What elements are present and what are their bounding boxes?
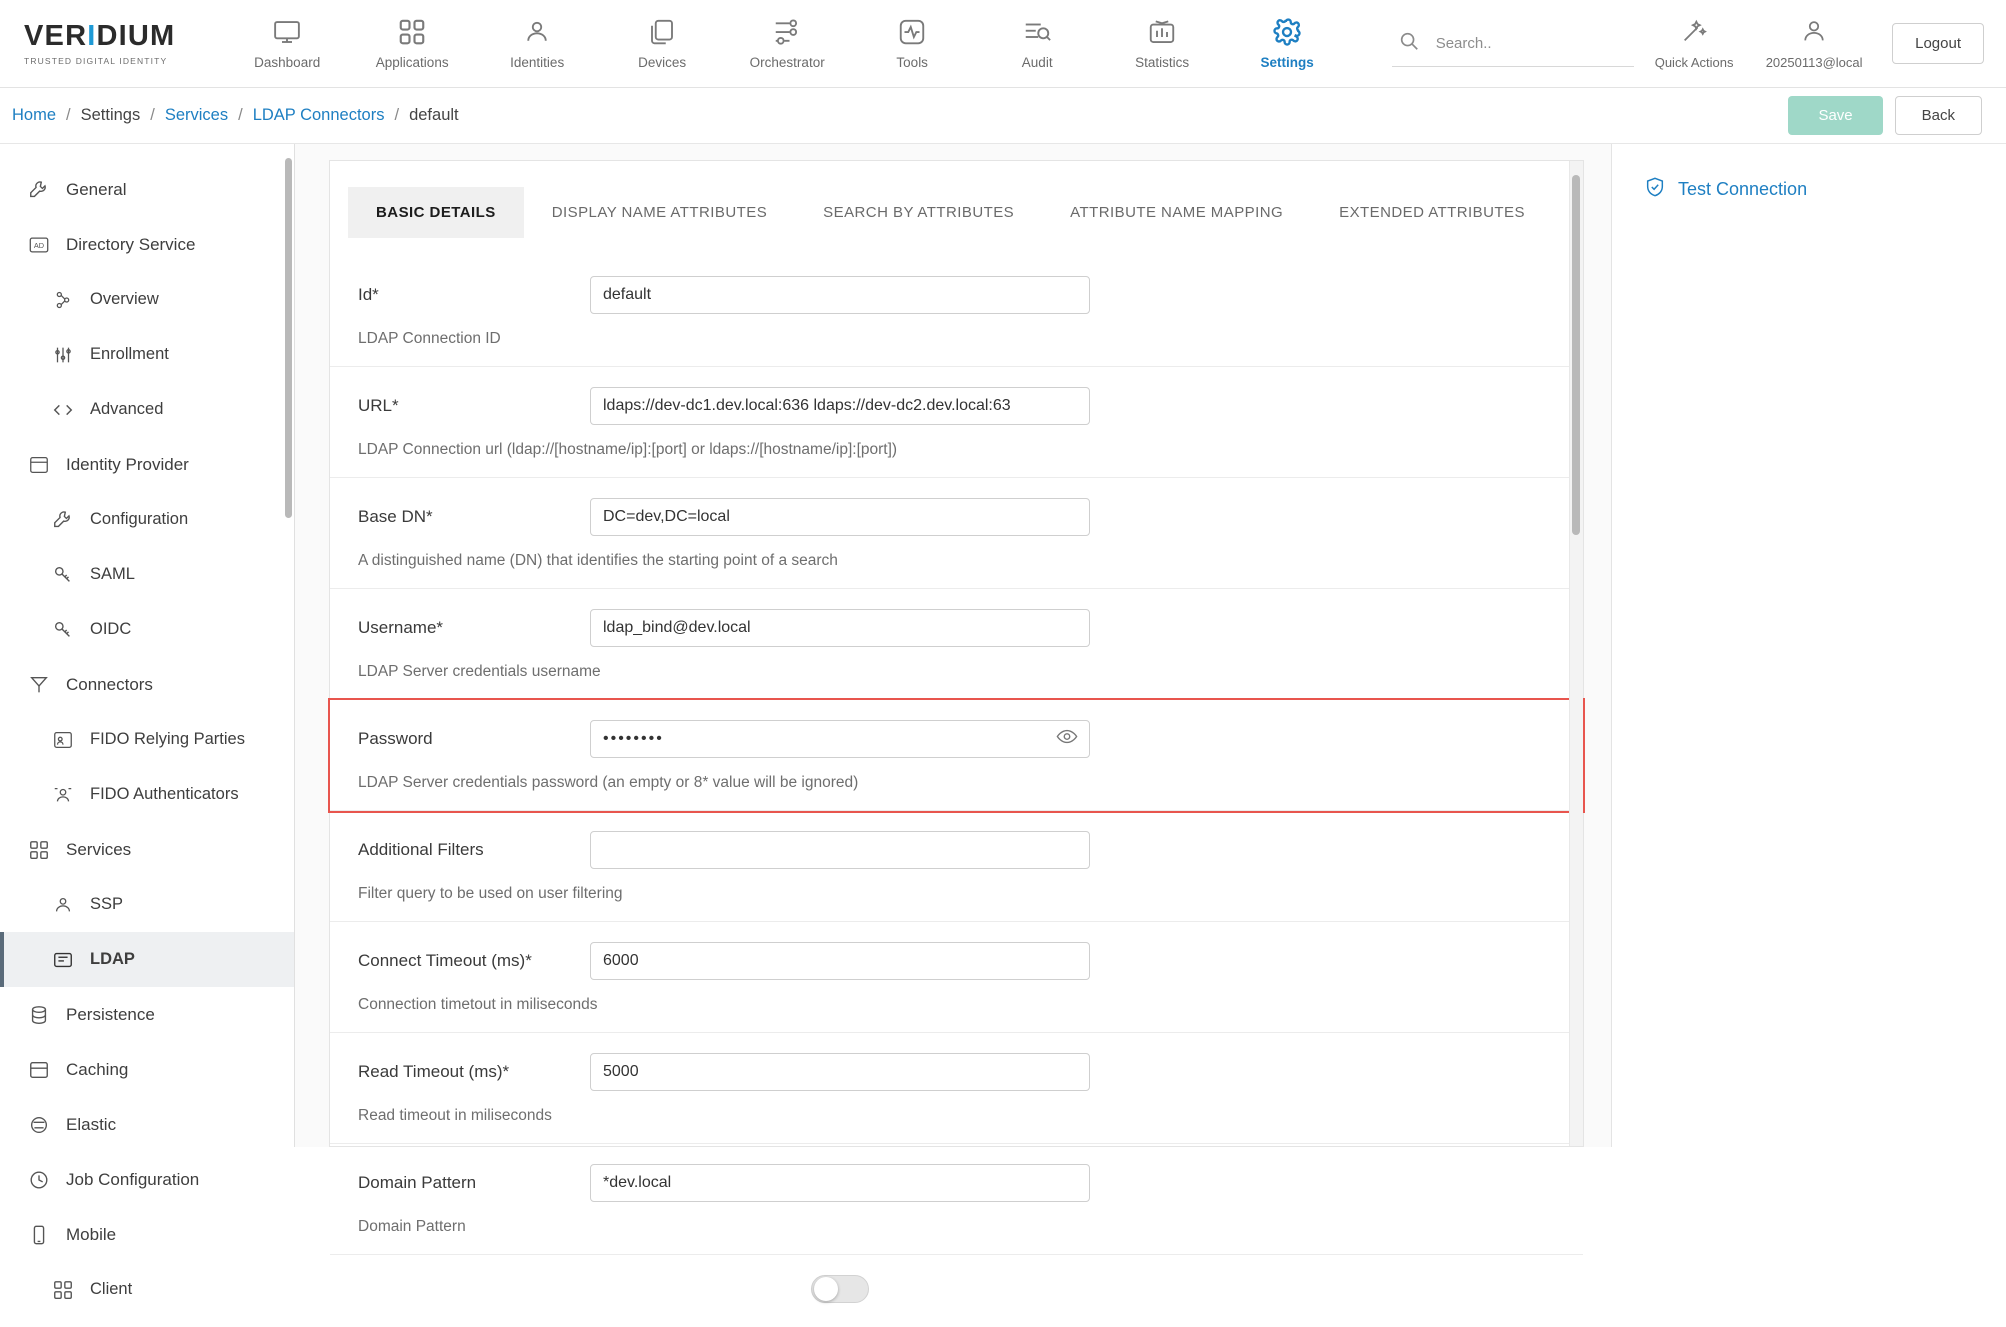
tab-search-by-attributes[interactable]: SEARCH BY ATTRIBUTES bbox=[823, 204, 1015, 221]
field-password-description: LDAP Server credentials password (an empty or 8* value will be ignored) bbox=[358, 774, 859, 791]
top-navigation-bar bbox=[0, 0, 2006, 88]
password-input-wrapper bbox=[590, 720, 1090, 758]
sidebar-item-identity-provider[interactable] bbox=[0, 437, 294, 492]
sidebar-item-label: FIDO Authenticators bbox=[90, 785, 239, 803]
tab-display-name-attributes[interactable]: DISPLAY NAME ATTRIBUTES bbox=[551, 204, 768, 221]
sidebar-list bbox=[0, 144, 294, 1327]
nav-label: Identities bbox=[510, 55, 565, 70]
flow-icon bbox=[772, 17, 802, 47]
overview-icon bbox=[52, 289, 74, 311]
sidebar-item-mobile[interactable] bbox=[0, 1207, 294, 1262]
field-read-timeout-label: Read Timeout (ms)* bbox=[358, 1062, 510, 1081]
form-scrollbar[interactable] bbox=[1572, 175, 1580, 535]
ad-icon bbox=[28, 234, 50, 256]
brand-logo bbox=[14, 19, 195, 66]
breadcrumb bbox=[12, 106, 459, 125]
user-avatar-icon bbox=[1800, 17, 1828, 48]
nav-item-audit[interactable] bbox=[975, 0, 1100, 87]
sidebar-item-oidc[interactable] bbox=[0, 602, 294, 657]
connector-icon bbox=[28, 674, 50, 696]
sidebar-item-label: Connectors bbox=[66, 674, 153, 694]
field-read-timeout bbox=[330, 1033, 1583, 1144]
field-url-label: URL* bbox=[358, 396, 399, 415]
sidebar-item-label: Configuration bbox=[90, 510, 189, 528]
password-input[interactable] bbox=[590, 720, 1090, 758]
ldap-icon bbox=[52, 949, 74, 971]
url-input[interactable] bbox=[590, 387, 1090, 425]
page-body bbox=[0, 144, 2006, 1298]
sidebar-item-label: FIDO Relying Parties bbox=[90, 730, 245, 748]
sidebar-item-label: Overview bbox=[90, 290, 159, 308]
user-menu[interactable] bbox=[1754, 0, 1874, 87]
quick-actions-button[interactable] bbox=[1634, 0, 1754, 87]
sidebar-item-label: OIDC bbox=[90, 620, 132, 638]
sidebar-item-label: General bbox=[66, 179, 127, 199]
code-icon bbox=[52, 399, 74, 421]
sidebar-item-configuration[interactable] bbox=[0, 492, 294, 547]
username-input[interactable] bbox=[590, 609, 1090, 647]
nav-item-dashboard[interactable] bbox=[225, 0, 350, 87]
sidebar-item-label: Client bbox=[90, 1280, 133, 1298]
field-id-description: LDAP Connection ID bbox=[358, 330, 501, 347]
global-search[interactable] bbox=[1392, 21, 1634, 67]
brand-name-part1: VER bbox=[24, 19, 88, 52]
tab-basic-details[interactable]: BASIC DETAILS bbox=[348, 187, 524, 238]
sidebar-item-caching[interactable] bbox=[0, 1042, 294, 1097]
nav-item-applications[interactable] bbox=[350, 0, 475, 87]
breadcrumb-item-ldap-connectors[interactable]: LDAP Connectors bbox=[252, 106, 385, 124]
settings-sidebar bbox=[0, 144, 295, 1298]
wrench-icon bbox=[28, 179, 50, 201]
field-base-dn-label: Base DN* bbox=[358, 507, 433, 526]
field-password-label: Password bbox=[358, 729, 433, 748]
database-icon bbox=[28, 1004, 50, 1026]
base-dn-input[interactable] bbox=[590, 498, 1090, 536]
user-label: 20250113@local bbox=[1765, 55, 1863, 70]
content-area bbox=[295, 144, 2006, 1235]
nav-label: Devices bbox=[638, 55, 687, 70]
field-connect-timeout-description: Connection timetout in miliseconds bbox=[358, 996, 598, 1013]
field-domain-pattern-description: Domain Pattern bbox=[358, 1218, 466, 1235]
sidebar-item-client[interactable] bbox=[0, 1262, 294, 1317]
sidebar-item-label: SSP bbox=[90, 895, 124, 913]
breadcrumb-separator: / bbox=[66, 106, 71, 124]
ssp-icon bbox=[52, 894, 74, 916]
cache-icon bbox=[28, 1059, 50, 1081]
field-id bbox=[330, 256, 1583, 367]
nav-label: Orchestrator bbox=[749, 55, 825, 70]
sidebar-item-ldap[interactable] bbox=[0, 932, 294, 987]
shield-check-icon bbox=[1644, 176, 1666, 203]
sidebar-item-saml[interactable] bbox=[0, 547, 294, 602]
bar-chart-icon bbox=[1147, 17, 1177, 47]
mobile-icon bbox=[28, 1224, 50, 1246]
save-button[interactable]: Save bbox=[1788, 96, 1882, 135]
nav-label: Statistics bbox=[1135, 55, 1190, 70]
sidebar-item-overview[interactable] bbox=[0, 272, 294, 327]
field-domain-pattern-label: Domain Pattern bbox=[358, 1173, 477, 1192]
nav-label: Dashboard bbox=[254, 55, 321, 70]
sidebar-item-general[interactable] bbox=[0, 162, 294, 217]
id-input[interactable] bbox=[590, 276, 1090, 314]
sidebar-item-job-configuration[interactable] bbox=[0, 1152, 294, 1207]
toggle-switch[interactable] bbox=[811, 1275, 869, 1303]
key-icon bbox=[52, 564, 74, 586]
sidebar-item-label: Advanced bbox=[90, 400, 164, 418]
domain-pattern-input[interactable] bbox=[590, 1164, 1090, 1202]
sidebar-item-label: Persistence bbox=[66, 1004, 155, 1024]
apps-grid-icon bbox=[397, 17, 427, 47]
field-connect-timeout bbox=[330, 922, 1583, 1033]
sidebar-scrollbar[interactable] bbox=[285, 158, 292, 518]
elastic-icon bbox=[28, 1114, 50, 1136]
sidebar-item-services[interactable] bbox=[0, 822, 294, 877]
field-additional-filters bbox=[330, 811, 1583, 922]
brand-name-part2: DIUM bbox=[96, 19, 176, 52]
form-tabs bbox=[330, 161, 1583, 238]
field-toggle-partial bbox=[330, 1255, 1583, 1321]
test-connection-label: Test Connection bbox=[1678, 179, 1808, 199]
sidebar-item-label: Mobile bbox=[66, 1224, 117, 1244]
basic-details-fields bbox=[330, 238, 1583, 1321]
breadcrumb-separator: / bbox=[150, 106, 155, 124]
services-grid-icon bbox=[28, 839, 50, 861]
sidebar-item-label: LDAP bbox=[90, 950, 135, 968]
svg-text:AD: AD bbox=[33, 240, 45, 250]
nav-item-settings[interactable] bbox=[1225, 0, 1350, 87]
wrench-icon bbox=[52, 509, 74, 531]
brand-name-accent: I bbox=[87, 19, 97, 52]
tab-attribute-name-mapping[interactable]: ATTRIBUTE NAME MAPPING bbox=[1070, 204, 1284, 221]
right-rail bbox=[1611, 144, 2006, 1147]
idp-icon bbox=[28, 454, 50, 476]
sidebar-item-directory-service[interactable] bbox=[0, 217, 294, 272]
sidebar-item-fido-authenticators[interactable] bbox=[0, 767, 294, 822]
breadcrumb-item-services[interactable]: Services bbox=[164, 106, 229, 124]
magic-wand-icon bbox=[1680, 17, 1708, 48]
monitor-icon bbox=[272, 17, 302, 47]
field-base-dn-description: A distinguished name (DN) that identifies the starting point of a search bbox=[358, 552, 838, 569]
sidebar-item-label: Identity Provider bbox=[66, 454, 189, 474]
fido-auth-icon bbox=[52, 784, 74, 806]
breadcrumb-item-default: default bbox=[409, 106, 459, 124]
search-input[interactable] bbox=[1434, 34, 1628, 53]
sidebar-item-elastic[interactable] bbox=[0, 1097, 294, 1152]
back-button[interactable]: Back bbox=[1895, 96, 1982, 135]
ldap-connector-form-panel bbox=[329, 160, 1584, 1235]
sidebar-item-label: Elastic bbox=[66, 1114, 117, 1134]
field-url bbox=[330, 367, 1583, 478]
field-domain-pattern bbox=[330, 1144, 1583, 1255]
sidebar-item-ssp[interactable] bbox=[0, 877, 294, 932]
sidebar-item-label: Services bbox=[66, 839, 132, 859]
breadcrumb-separator: / bbox=[238, 106, 243, 124]
tab-extended-attributes[interactable]: EXTENDED ATTRIBUTES bbox=[1339, 204, 1525, 221]
sidebar-item-label: Caching bbox=[66, 1059, 129, 1079]
sidebar-item-advanced[interactable] bbox=[0, 382, 294, 437]
fido-rp-icon bbox=[52, 729, 74, 751]
logout-button[interactable]: Logout bbox=[1892, 23, 1984, 64]
additional-filters-input[interactable] bbox=[590, 831, 1090, 869]
field-username-label: Username* bbox=[358, 618, 444, 637]
nav-label: Settings bbox=[1260, 55, 1314, 70]
brand-tagline: TRUSTED DIGITAL IDENTITY bbox=[24, 55, 168, 66]
sidebar-item-label: Directory Service bbox=[66, 234, 196, 254]
field-password bbox=[330, 700, 1583, 811]
breadcrumb-separator: / bbox=[394, 106, 400, 124]
nav-label: Audit bbox=[1021, 55, 1053, 70]
sidebar-item-label: Job Configuration bbox=[66, 1169, 200, 1189]
field-base-dn bbox=[330, 478, 1583, 589]
connect-timeout-input[interactable] bbox=[590, 942, 1090, 980]
field-url-description: LDAP Connection url (ldap://[hostname/ip]:[port] or ldaps://[hostname/ip]:[port]) bbox=[358, 441, 898, 458]
field-additional-filters-description: Filter query to be used on user filtering bbox=[358, 885, 623, 902]
nav-item-devices[interactable] bbox=[600, 0, 725, 87]
clock-icon bbox=[28, 1169, 50, 1191]
breadcrumb-item-settings[interactable]: Settings bbox=[80, 106, 141, 124]
field-id-label: Id* bbox=[358, 285, 379, 304]
nav-item-identities[interactable] bbox=[475, 0, 600, 87]
nav-item-statistics[interactable] bbox=[1100, 0, 1225, 87]
search-icon bbox=[1398, 30, 1420, 57]
nav-item-tools[interactable] bbox=[850, 0, 975, 87]
sidebar-item-fido-relying-parties[interactable] bbox=[0, 712, 294, 767]
field-connect-timeout-label: Connect Timeout (ms)* bbox=[358, 951, 532, 970]
sidebar-item-label: Enrollment bbox=[90, 345, 169, 363]
breadcrumb-bar bbox=[0, 88, 2006, 144]
sidebar-item-enrollment[interactable] bbox=[0, 327, 294, 382]
main-nav bbox=[225, 0, 1350, 87]
field-read-timeout-description: Read timeout in miliseconds bbox=[358, 1107, 552, 1124]
key-icon bbox=[52, 619, 74, 641]
nav-label: Applications bbox=[375, 55, 449, 70]
breadcrumb-actions bbox=[1788, 96, 1982, 135]
quick-actions-label: Quick Actions bbox=[1654, 55, 1734, 70]
nav-item-orchestrator[interactable] bbox=[725, 0, 850, 87]
sidebar-item-persistence[interactable] bbox=[0, 987, 294, 1042]
breadcrumb-item-home[interactable]: Home bbox=[12, 106, 57, 124]
sidebar-item-connectors[interactable] bbox=[0, 657, 294, 712]
enrollment-icon bbox=[52, 344, 74, 366]
gear-icon bbox=[1272, 17, 1302, 47]
pulse-icon bbox=[897, 17, 927, 47]
top-right-actions bbox=[1634, 0, 1984, 87]
test-connection-button[interactable] bbox=[1644, 176, 2006, 203]
people-icon bbox=[522, 17, 552, 47]
brand-name bbox=[24, 19, 195, 52]
nav-label: Tools bbox=[896, 55, 928, 70]
field-username-description: LDAP Server credentials username bbox=[358, 663, 601, 680]
device-copy-icon bbox=[647, 17, 677, 47]
sidebar-item-label: SAML bbox=[90, 565, 135, 583]
field-additional-filters-label: Additional Filters bbox=[358, 840, 484, 859]
eye-icon[interactable] bbox=[1056, 726, 1078, 753]
field-username bbox=[330, 589, 1583, 700]
client-icon bbox=[52, 1279, 74, 1301]
read-timeout-input[interactable] bbox=[590, 1053, 1090, 1091]
audit-search-icon bbox=[1022, 17, 1052, 47]
